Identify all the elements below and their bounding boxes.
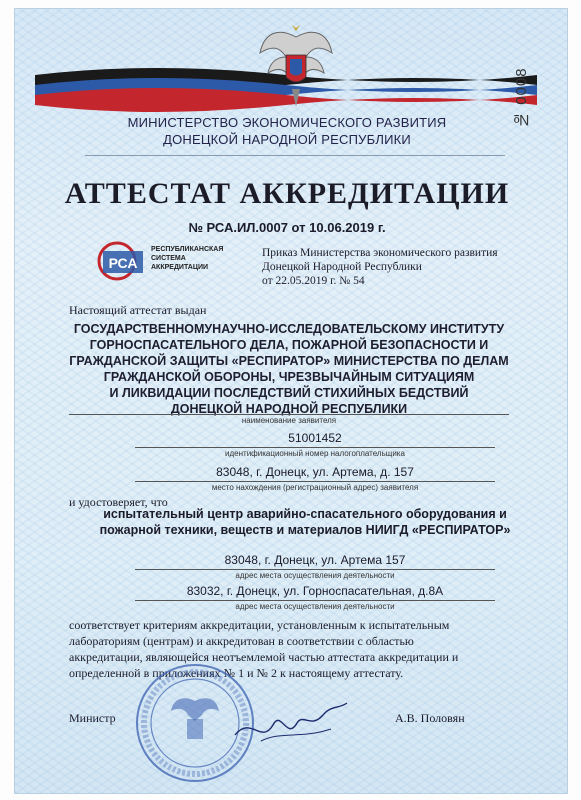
- order-line3: от 22.05.2019 г. № 54: [262, 275, 365, 287]
- applicant-line1: ГОСУДАРСТВЕННОМУНАУЧНО-ИССЛЕДОВАТЕЛЬСКОМУ ИНСТИТУТУ: [73, 322, 505, 336]
- applicant-line6: ДОНЕЦКОЙ НАРОДНОЙ РЕСПУБЛИКИ: [170, 402, 408, 416]
- rsa-logo-icon: [95, 239, 155, 283]
- rsa-logo-abbr: РСА: [108, 255, 138, 271]
- order-reference: [262, 246, 522, 288]
- applicant-underline: [69, 414, 509, 415]
- rsa-logo: [95, 239, 235, 283]
- conclusion-line3: аккредитации, являющейся неотъемлемой частью аттестата аккредитации и: [69, 650, 459, 664]
- activity-address-1-underline: [135, 569, 495, 570]
- registration-number: № РСА.ИЛ.0007 от 10.06.2019 г.: [188, 220, 386, 235]
- applicant-name: [69, 321, 509, 417]
- testing-center-name: [95, 506, 515, 538]
- tax-id-underline: [135, 447, 495, 448]
- activity-address-2-underline: [135, 600, 495, 601]
- divider: [85, 155, 505, 156]
- address-value: 83048, г. Донецк, ул. Артема, д. 157: [216, 465, 414, 479]
- activity-address-2-value: 83032, г. Донецк, ул. Горноспасательная, д.8А: [186, 584, 444, 598]
- applicant-line3: ГРАЖДАНСКОЙ ЗАЩИТЫ «РЕСПИРАТОР» МИНИСТЕРСТВА ПО ДЕЛАМ: [69, 354, 509, 368]
- signatory-title: Министр: [69, 711, 116, 725]
- conclusion-line2: лабораториям (центрам) и аккредитован в соответствии с областью: [69, 634, 414, 648]
- applicant-caption: наименование заявителя: [241, 416, 337, 425]
- coat-of-arms-icon: [258, 23, 334, 109]
- order-line2: Донецкой Народной Республики: [262, 261, 422, 273]
- conclusion-line4: определенной в приложениях № 1 и № 2 к настоящему аттестату.: [69, 666, 404, 680]
- conclusion-line1: соответствует критериям аккредитации, установленным к испытательным: [69, 618, 450, 632]
- logo-text-line3: АККРЕДИТАЦИИ: [151, 264, 209, 271]
- signatory-name: А.В. Половян: [395, 711, 465, 725]
- ministry-name-line1: МИНИСТЕРСТВО ЭКОНОМИЧЕСКОГО РАЗВИТИЯ: [127, 115, 447, 130]
- logo-text-line2: СИСТЕМА: [151, 255, 186, 262]
- certificate-title: АТТЕСТАТ АККРЕДИТАЦИИ: [64, 177, 510, 210]
- address-underline: [135, 481, 495, 482]
- applicant-line2: ГОРНОСПАСАТЕЛЬНОГО ДЕЛА, ПОЖАРНОЙ БЕЗОПАСНОСТИ И: [89, 338, 489, 352]
- applicant-line5: И ЛИКВИДАЦИИ ПОСЛЕДСТВИЙ СТИХИЙНЫХ БЕДСТВИЙ: [109, 386, 469, 400]
- applicant-line4: ГРАЖДАНСКОЙ ОБОРОНЫ, ЧРЕЗВЫЧАЙНЫМ СИТУАЦИЯМ: [103, 370, 475, 384]
- address-caption: место нахождения (регистрационный адрес) заявителя: [211, 483, 419, 492]
- logo-text-line1: РЕСПУБЛИКАНСКАЯ: [151, 246, 224, 253]
- tax-id-caption: идентификационный номер налогоплательщика: [225, 449, 405, 458]
- certificate-sheet: [14, 8, 568, 794]
- testing-center-line1: испытательный центр аварийно-спасательного оборудования и: [103, 507, 507, 521]
- testing-center-line2: пожарной техники, веществ и материалов НИИГД «РЕСПИРАТОР»: [99, 523, 511, 537]
- ministry-name-line2: ДОНЕЦКОЙ НАРОДНОЙ РЕСПУБЛИКИ: [163, 132, 411, 147]
- handwritten-signature: [231, 695, 351, 751]
- activity-address-1-caption: адрес места осуществления деятельности: [235, 571, 395, 580]
- serial-number: № 0008: [513, 67, 530, 129]
- issued-to-label: Настоящий аттестат выдан: [69, 303, 207, 317]
- activity-address-2-caption: адрес места осуществления деятельности: [235, 602, 395, 611]
- order-line1: Приказ Министерства экономического развития: [262, 247, 498, 259]
- tax-id-value: 51001452: [288, 431, 342, 445]
- activity-address-1-value: 83048, г. Донецк, ул. Артема 157: [224, 553, 406, 567]
- certifies-label: и удостоверяет, что: [69, 495, 168, 509]
